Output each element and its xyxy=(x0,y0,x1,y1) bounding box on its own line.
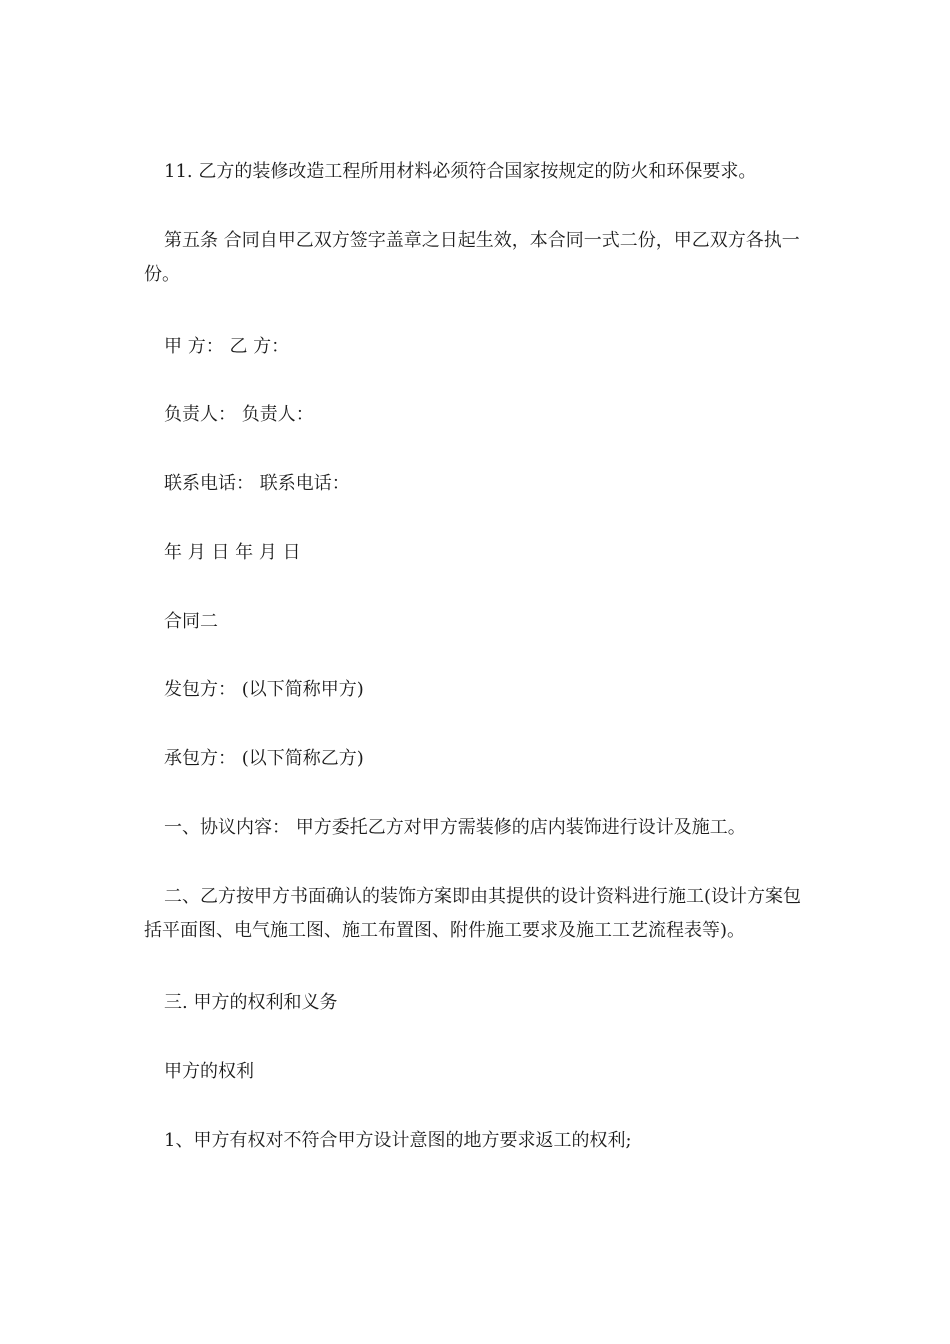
article-5-effect: 第五条 合同自甲乙双方签字盖章之日起生效，本合同一式二份，甲乙双方各执一份。 xyxy=(144,230,800,285)
clause-11-materials: 11. 乙方的装修改造工程所用材料必须符合国家按规定的防火和环保要求。 xyxy=(164,161,757,182)
date-line: 年 月 日 年 月 日 xyxy=(164,542,301,563)
phone-line: 联系电话： 联系电话： xyxy=(164,473,350,494)
section-2-construction: 二、乙方按甲方书面确认的装饰方案即由其提供的设计资料进行施工(设计方案包括平面图、电气施工图、施工布置图、附件施工要求及施工工艺流程表等)。 xyxy=(144,886,802,941)
responsible-person-line: 负责人： 负责人： xyxy=(164,404,314,425)
contract-two-heading: 合同二 xyxy=(164,611,218,632)
section-3-heading: 三. 甲方的权利和义务 xyxy=(164,992,338,1013)
issuer-line: 发包方： (以下简称甲方) xyxy=(164,679,364,700)
contractor-line: 承包方： (以下简称乙方) xyxy=(164,748,364,769)
party-line: 甲 方： 乙 方： xyxy=(164,336,290,357)
section-1-agreement: 一、协议内容： 甲方委托乙方对甲方需装修的店内装饰进行设计及施工。 xyxy=(164,817,746,838)
party-a-rights-heading: 甲方的权利 xyxy=(164,1061,254,1082)
rights-item-1: 1、甲方有权对不符合甲方设计意图的地方要求返工的权利; xyxy=(164,1130,632,1151)
